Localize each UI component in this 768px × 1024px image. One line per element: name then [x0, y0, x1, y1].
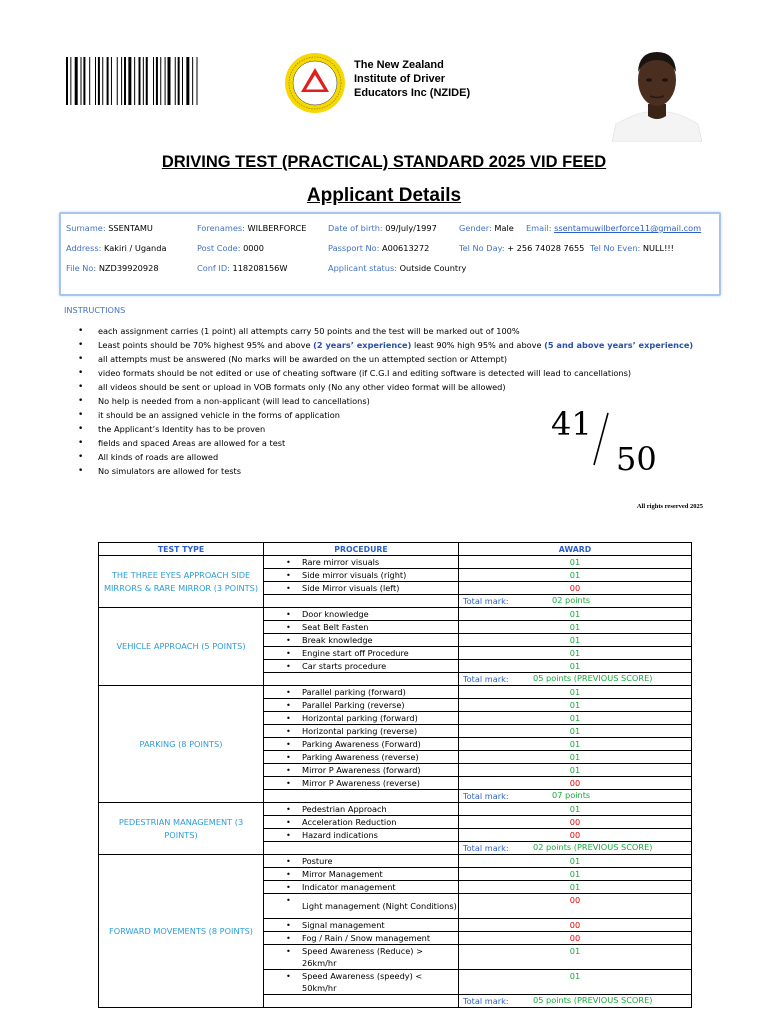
org-name-line-2: Institute of Driver — [354, 73, 446, 85]
award-cell: 00 — [459, 829, 692, 842]
award-cell: 01 — [459, 712, 692, 725]
file-no-field — [66, 263, 159, 273]
procedure-cell: • Acceleration Reduction — [264, 816, 459, 829]
rights-notice: All rights reserved 2025 — [636, 503, 703, 510]
address-label: Address: — [66, 243, 102, 253]
procedure-cell: • Rare mirror visuals — [264, 556, 459, 569]
applicant-photo — [612, 40, 702, 142]
award-cell: 00 — [459, 816, 692, 829]
document-title: DRIVING TEST (PRACTICAL) STANDARD 2025 VID FEED — [161, 153, 607, 171]
status-label: Applicant status: — [328, 263, 397, 273]
award-cell: 00 — [459, 894, 692, 919]
instruction-item: • all videos should be sent or upload in VOB formats only (No any other video format will be allowed) — [64, 380, 674, 394]
org-name-line-3: Educators Inc (NZIDE) — [354, 87, 471, 99]
procedure-cell: • Indicator management — [264, 881, 459, 894]
award-cell: 01 — [459, 803, 692, 816]
empty-cell — [264, 842, 459, 855]
award-cell: 01 — [459, 647, 692, 660]
table-row — [99, 803, 692, 816]
instruction-highlight: (5 and above years’ experience) — [544, 340, 694, 350]
surname-field — [66, 223, 153, 233]
total-cell — [459, 842, 692, 855]
procedure-cell: • Side mirror visuals (right) — [264, 569, 459, 582]
total-label: Total mark: — [463, 596, 509, 606]
tel-even-value: NULL!!! — [642, 243, 674, 253]
email-field — [526, 223, 701, 233]
empty-cell — [264, 995, 459, 1008]
tel-day-label: Tel No Day: — [459, 243, 505, 253]
total-cell — [459, 595, 692, 608]
total-value: 02 points — [552, 595, 591, 605]
table-row — [99, 556, 692, 569]
table-header-row — [99, 543, 692, 556]
postcode-value: 0000 — [243, 243, 264, 253]
award-cell: 00 — [459, 777, 692, 790]
document-subtitle: Applicant Details — [306, 185, 462, 206]
instruction-item: • All kinds of roads are allowed — [64, 450, 674, 464]
total-label: Total mark: — [463, 674, 509, 684]
award-cell: 01 — [459, 569, 692, 582]
instruction-text: least 90% high 95% and above — [411, 340, 545, 350]
procedure-cell: • Parking Awareness (reverse) — [264, 751, 459, 764]
award-cell: 01 — [459, 970, 692, 995]
table-row — [99, 855, 692, 868]
surname-label: Surname: — [66, 223, 106, 233]
score-value: 41 — [551, 405, 592, 443]
test-type-cell: THE THREE EYES APPROACH SIDE MIRRORS & RARE MIRROR (3 POINTS) — [99, 556, 264, 608]
procedure-cell: • Fog / Rain / Snow management — [264, 932, 459, 945]
award-cell: 01 — [459, 725, 692, 738]
nzide-logo — [284, 52, 346, 114]
procedure-cell: • Side Mirror visuals (left) — [264, 582, 459, 595]
instructions-title: INSTRUCTIONS — [64, 305, 126, 315]
award-cell: 01 — [459, 686, 692, 699]
procedure-cell: • Speed Awareness (speedy) < 50km/hr — [264, 970, 459, 995]
address-value: Kakiri / Uganda — [103, 243, 167, 253]
award-cell: 01 — [459, 738, 692, 751]
award-cell: 01 — [459, 764, 692, 777]
award-cell: 00 — [459, 582, 692, 595]
total-value: 05 points (PREVIOUS SCORE) — [533, 995, 653, 1005]
procedure-cell: • Signal management — [264, 919, 459, 932]
tel-even-label: Tel No Even: — [590, 243, 641, 253]
procedure-cell: • Mirror Management — [264, 868, 459, 881]
instruction-item: • each assignment carries (1 point) all attempts carry 50 points and the test will be marked out of 100% — [64, 324, 674, 338]
address-field — [66, 243, 166, 253]
email-link[interactable]: ssentamuwilberforce11@gmail.com — [554, 223, 702, 233]
dob-label: Date of birth: — [328, 223, 383, 233]
total-value: 02 points (PREVIOUS SCORE) — [533, 842, 653, 852]
surname-value: SSENTAMU — [108, 223, 153, 233]
gender-label: Gender: — [459, 223, 492, 233]
gender-value: Male — [494, 223, 514, 233]
procedure-cell: • Posture — [264, 855, 459, 868]
procedure-cell: • Speed Awareness (Reduce) > 26km/hr — [264, 945, 459, 970]
procedure-cell: • Mirror P Awareness (reverse) — [264, 777, 459, 790]
instruction-text: Least points should be 70% highest 95% and above — [98, 340, 314, 350]
instruction-item: • the Applicant’s Identity has to be proven — [64, 422, 674, 436]
tel-even-field — [590, 243, 674, 253]
award-cell: 00 — [459, 932, 692, 945]
passport-value: A00613272 — [382, 243, 430, 253]
header-test-type: TEST TYPE — [99, 543, 264, 556]
award-cell: 01 — [459, 699, 692, 712]
instruction-item — [64, 338, 694, 352]
award-cell: 01 — [459, 634, 692, 647]
forenames-value: WILBERFORCE — [247, 223, 307, 233]
instruction-item: • fields and spaced Areas are allowed for a test — [64, 436, 674, 450]
total-cell — [459, 995, 692, 1008]
table-row — [99, 686, 692, 699]
tel-day-field — [459, 243, 584, 253]
total-label: Total mark: — [463, 791, 509, 801]
instruction-highlight: (2 years’ experience) — [313, 340, 412, 350]
file-no-value: NZD39920928 — [98, 263, 159, 273]
passport-label: Passport No: — [328, 243, 380, 253]
tel-day-value: + 256 74028 7655 — [507, 243, 585, 253]
procedure-cell: • Engine start off Procedure — [264, 647, 459, 660]
procedure-cell: • Door knowledge — [264, 608, 459, 621]
total-cell — [459, 790, 692, 803]
procedure-cell: • Light management (Night Conditions) — [264, 894, 459, 919]
award-cell: 01 — [459, 621, 692, 634]
status-field — [328, 263, 466, 273]
forenames-label: Forenames: — [197, 223, 245, 233]
header-procedure: PROCEDURE — [264, 543, 459, 556]
org-name-line-1: The New Zealand — [354, 59, 444, 71]
table-row — [99, 608, 692, 621]
procedure-cell: • Horizontal parking (reverse) — [264, 725, 459, 738]
header-award: AWARD — [459, 543, 692, 556]
procedure-cell: • Mirror P Awareness (forward) — [264, 764, 459, 777]
forenames-field — [197, 223, 306, 233]
award-cell: 01 — [459, 556, 692, 569]
procedure-cell: • Seat Belt Fasten — [264, 621, 459, 634]
instructions-list — [64, 324, 694, 478]
conf-id-field — [197, 263, 287, 273]
award-table — [98, 542, 692, 1008]
procedure-cell: • Break knowledge — [264, 634, 459, 647]
score-slash — [592, 412, 610, 466]
total-value: 05 points (PREVIOUS SCORE) — [533, 673, 653, 683]
barcode — [66, 57, 242, 105]
test-type-cell: FORWARD MOVEMENTS (8 POINTS) — [99, 855, 264, 1008]
award-cell: 01 — [459, 881, 692, 894]
total-value: 07 points — [552, 790, 591, 800]
test-type-cell: VEHICLE APPROACH (5 POINTS) — [99, 608, 264, 686]
award-cell: 01 — [459, 608, 692, 621]
score-total: 50 — [616, 440, 657, 478]
status-value: Outside Country — [399, 263, 467, 273]
test-type-cell: PARKING (8 POINTS) — [99, 686, 264, 803]
postcode-field — [197, 243, 264, 253]
dob-field — [328, 223, 437, 233]
award-cell: 01 — [459, 751, 692, 764]
instruction-item: • No help is needed from a non-applicant (will lead to cancellations) — [64, 394, 674, 408]
gender-field — [459, 223, 514, 233]
award-cell: 00 — [459, 919, 692, 932]
award-cell: 01 — [459, 855, 692, 868]
dob-value: 09/July/1997 — [385, 223, 437, 233]
conf-id-value: 118208156W — [232, 263, 288, 273]
total-label: Total mark: — [463, 843, 509, 853]
passport-field — [328, 243, 429, 253]
award-cell: 01 — [459, 868, 692, 881]
test-type-cell: PEDESTRIAN MANAGEMENT (3 POINTS) — [99, 803, 264, 855]
award-cell: 01 — [459, 660, 692, 673]
procedure-cell: • Car starts procedure — [264, 660, 459, 673]
empty-cell — [264, 790, 459, 803]
procedure-cell: • Parking Awareness (Forward) — [264, 738, 459, 751]
award-cell: 01 — [459, 945, 692, 970]
procedure-cell: • Pedestrian Approach — [264, 803, 459, 816]
instruction-item: • it should be an assigned vehicle in the forms of application — [64, 408, 674, 422]
procedure-cell: • Parallel Parking (reverse) — [264, 699, 459, 712]
total-label: Total mark: — [463, 996, 509, 1006]
procedure-cell: • Horizontal parking (forward) — [264, 712, 459, 725]
instruction-item: • video formats should be not edited or use of cheating software (if C.G.I and editing software is detected will lead to cancellations) — [64, 366, 674, 380]
file-no-label: File No: — [66, 263, 97, 273]
applicant-details-box — [59, 212, 721, 296]
postcode-label: Post Code: — [197, 243, 241, 253]
email-label: Email: — [526, 223, 552, 233]
conf-id-label: Conf ID: — [197, 263, 230, 273]
instruction-item: • No simulators are allowed for tests — [64, 464, 674, 478]
procedure-cell: • Parallel parking (forward) — [264, 686, 459, 699]
procedure-cell: • Hazard indications — [264, 829, 459, 842]
instruction-item: • all attempts must be answered (No marks will be awarded on the un attempted section or Attempt) — [64, 352, 674, 366]
empty-cell — [264, 595, 459, 608]
total-cell — [459, 673, 692, 686]
empty-cell — [264, 673, 459, 686]
